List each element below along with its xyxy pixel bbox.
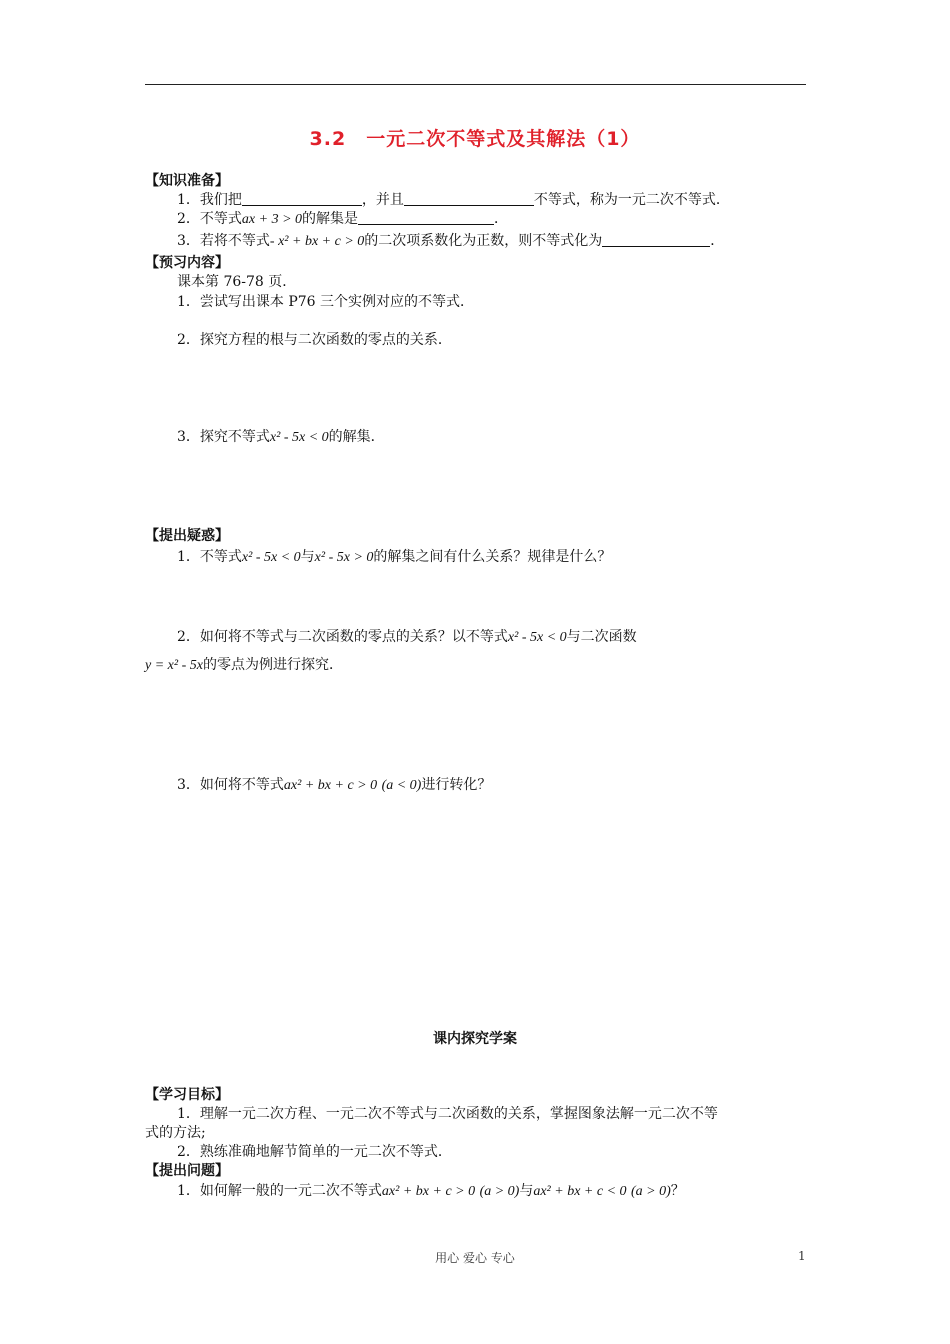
doubts-q3 [177, 776, 491, 795]
question-1-text-c: ？ [670, 1183, 685, 1199]
preview-intro: 课本第 76-78 页． [177, 274, 297, 290]
math-expression: x² - 5x < 0 [241, 550, 301, 565]
knowledge-q3-text-a: 3．若将不等式 [177, 233, 270, 249]
math-expression: ax² + bx + c < 0 [533, 1184, 627, 1199]
doubts-q2-continued [145, 656, 343, 675]
preview-q3-text-b: 的解集． [328, 429, 385, 445]
question-1-text-b: 与 [519, 1183, 534, 1199]
preview-q1: 1．尝试写出课本 P76 三个实例对应的不等式． [177, 294, 475, 310]
section-heading-goals: 【学习目标】 [145, 1087, 229, 1103]
math-expression: x² - 5x < 0 [269, 430, 329, 445]
math-condition: (a > 0) [479, 1184, 520, 1199]
math-condition: (a < 0) [381, 778, 422, 793]
header-rule [145, 84, 806, 85]
math-expression: - x² + bx + c > 0 [269, 234, 365, 249]
period: ． [710, 233, 725, 249]
math-condition: (a > 0) [630, 1184, 671, 1199]
doubts-q3-text-b: 进行转化？ [421, 777, 492, 793]
doubts-q2 [177, 628, 637, 647]
knowledge-q1-text-b: ，并且 [361, 192, 404, 208]
page-footer: 用心 爱心 专心 [435, 1251, 515, 1265]
preview-q3-text-a: 3．探究不等式 [177, 429, 270, 445]
math-expression: x² - 5x > 0 [314, 550, 374, 565]
goal-1: 1．理解一元二次方程、一元二次不等式与二次函数的关系，掌握图象法解一元二次不等 [177, 1106, 718, 1122]
doubts-q1-text-c: 的解集之间有什么关系？规律是什么？ [373, 549, 612, 565]
preview-q3 [177, 428, 385, 447]
question-1-text-a: 1．如何解一般的一元二次不等式 [177, 1183, 382, 1199]
page-number: 1 [798, 1249, 806, 1263]
page-title: 3.2 一元二次不等式及其解法（1） [309, 128, 641, 150]
goal-1-continued: 式的方法; [145, 1125, 206, 1141]
knowledge-q3 [177, 232, 724, 251]
section-heading-questions: 【提出问题】 [145, 1163, 229, 1179]
knowledge-q2 [177, 210, 508, 229]
math-expression: ax + 3 > 0 [241, 212, 303, 227]
period: ． [494, 211, 509, 227]
section-heading-knowledge: 【知识准备】 [145, 173, 229, 189]
math-expression: ax² + bx + c > 0 [381, 1184, 476, 1199]
doubts-q3-text-a: 3．如何将不等式 [177, 777, 284, 793]
answer-blank[interactable] [602, 233, 710, 247]
math-expression: x² - 5x < 0 [507, 630, 567, 645]
doubts-q1-text-b: 与 [300, 549, 315, 565]
section-heading-doubts: 【提出疑惑】 [145, 528, 229, 544]
answer-blank[interactable] [242, 192, 362, 206]
answer-blank[interactable] [358, 211, 494, 225]
math-expression: ax² + bx + c > 0 [283, 778, 378, 793]
section-heading-preview: 【预习内容】 [145, 255, 229, 271]
knowledge-q3-text-b: 的二次项系数化为正数，则不等式化为 [364, 233, 603, 249]
knowledge-q1-text-a: 1．我们把 [177, 192, 242, 208]
doubts-q2-text-a: 2．如何将不等式与二次函数的零点的关系？以不等式 [177, 629, 508, 645]
answer-blank[interactable] [404, 192, 534, 206]
knowledge-q2-text-a: 2．不等式 [177, 211, 242, 227]
knowledge-q2-text-b: 的解集是 [302, 211, 359, 227]
preview-q2: 2．探究方程的根与二次函数的零点的关系． [177, 332, 452, 348]
section-title: 课内探究学案 [433, 1031, 517, 1047]
goal-2: 2．熟练准确地解节简单的一元二次不等式． [177, 1144, 452, 1160]
doubts-q1 [177, 548, 611, 567]
knowledge-q1-text-c: 不等式，称为一元二次不等式． [533, 192, 730, 208]
doubts-q2-text-c: 的零点为例进行探究． [202, 657, 343, 673]
question-1 [177, 1182, 685, 1201]
doubts-q1-text-a: 1．不等式 [177, 549, 242, 565]
knowledge-q1 [177, 191, 730, 209]
doubts-q2-text-b: 与二次函数 [566, 629, 637, 645]
math-expression: y = x² - 5x [145, 658, 203, 673]
